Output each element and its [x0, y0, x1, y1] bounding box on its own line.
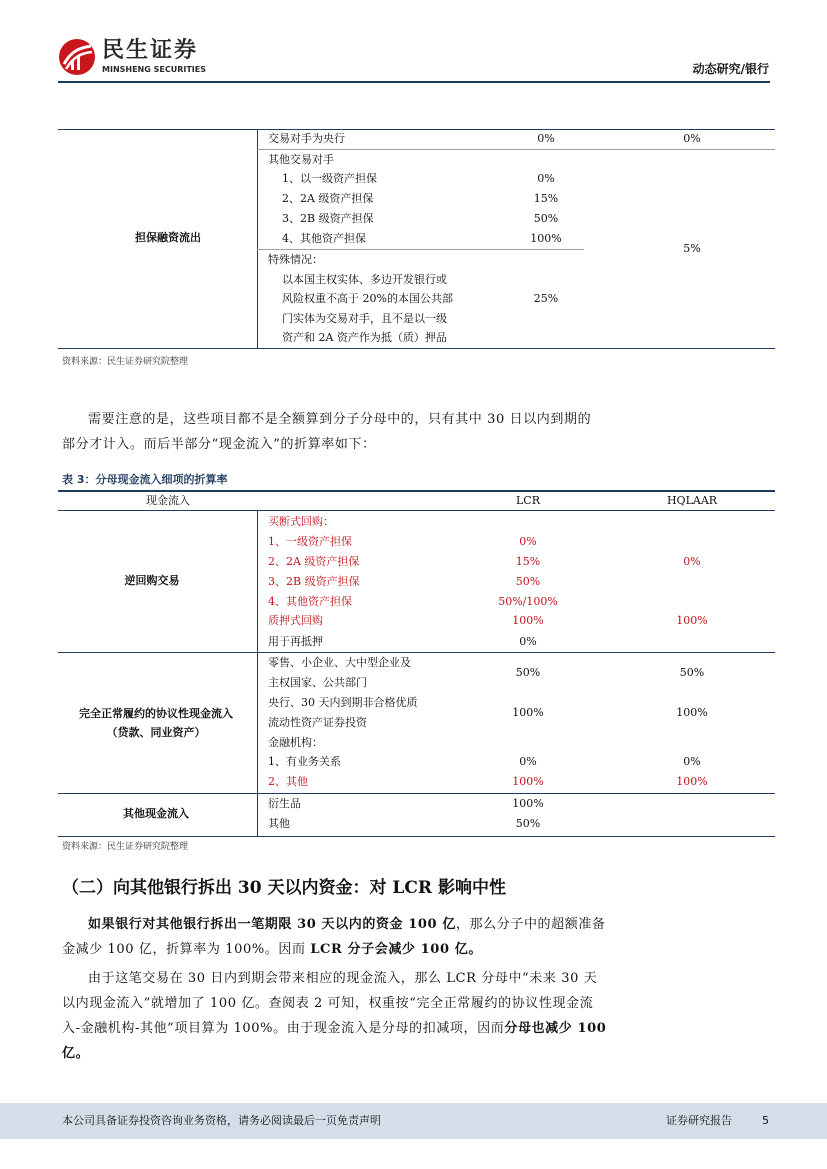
category-label: 担保融资流出 [135, 231, 201, 244]
row-label: 央行、30 天内到期非合格优质 [268, 696, 418, 709]
table-bottom-rule [58, 836, 775, 837]
row-label: 3、2B 级资产担保 [268, 575, 360, 588]
row-label: 4、其他资产担保 [268, 595, 352, 608]
hq-value: 100% [676, 775, 708, 788]
lcr-value: 50% [515, 817, 541, 830]
group-label: （贷款、同业资产） [106, 726, 206, 739]
row-label: 零售、小企业、大中型企业及 [268, 656, 411, 669]
row-label: 风险权重不高于 20%的本国公共部 [282, 292, 453, 305]
para-line [62, 912, 642, 937]
lcr-value: 0% [519, 755, 537, 768]
group-label: 完全正常履约的协议性现金流入 [79, 707, 233, 720]
footer [0, 1103, 827, 1139]
hq-value: 100% [676, 614, 708, 627]
row-label: 门实体为交易对手，且不是以一级 [282, 312, 447, 325]
row-label: 金融机构： [268, 736, 323, 749]
row-label: 衍生品 [268, 797, 301, 810]
table-top-rule [58, 490, 775, 492]
lcr-value: 0% [519, 535, 537, 548]
row-label: 1、以一级资产担保 [282, 172, 377, 185]
row-label: 以本国主权实体、多边开发银行或 [282, 273, 447, 286]
para-line: 由于这笔交易在 30 日内到期会带来相应的现金流入，那么 LCR 分母中“未来 30 天 [88, 971, 598, 986]
paragraph [62, 912, 642, 962]
text: ，那么分子中的超额准备 [455, 917, 606, 932]
row-label: 1、一级资产担保 [268, 535, 352, 548]
para-line [62, 937, 642, 962]
col-divider [257, 510, 258, 836]
lcr-value: 50% [515, 575, 541, 588]
row-label: 买断式回购： [268, 515, 334, 528]
section-heading: （二）向其他银行拆出 30 天以内资金：对 LCR 影响中性 [62, 878, 506, 898]
row-label: 交易对手为央行 [268, 132, 345, 145]
row-label: 2、2A 级资产担保 [268, 555, 360, 568]
lcr-value: 100% [512, 614, 544, 627]
lcr-value: 0% [519, 635, 537, 648]
row-label: 主权国家、公共部门 [268, 676, 367, 689]
row-label: 质押式回购 [268, 614, 323, 627]
hq-value: 0% [683, 755, 701, 768]
bold-text: LCR 分子会减少 100 亿。 [310, 942, 482, 957]
lcr-value: 100% [512, 706, 544, 719]
logo-en: MINSHENG SECURITIES [102, 65, 206, 74]
hq-value: 100% [676, 706, 708, 719]
col-header: 现金流入 [146, 494, 190, 507]
row-label: 特殊情况： [268, 253, 323, 266]
paragraph [62, 966, 642, 1066]
lcr-value: 100% [512, 797, 544, 810]
row-label: 2、2A 级资产担保 [282, 192, 374, 205]
merged-hq-value: 5% [683, 242, 701, 255]
col-header: LCR [515, 494, 541, 507]
row-label: 流动性资产证券投资 [268, 716, 367, 729]
report-category: 动态研究/银行 [692, 62, 769, 76]
bold-text: 如果银行对其他银行拆出一笔期限 30 天以内的资金 100 亿 [88, 917, 456, 932]
para-line: 以内现金流入”就增加了 100 亿。查阅表 2 可知，权重按“完全正常履约的协议性现金流 [62, 996, 594, 1011]
para-line [62, 1016, 642, 1041]
para-line: 亿。 [62, 1046, 90, 1061]
row-label: 其他交易对手 [268, 153, 334, 166]
lcr-value: 0% [537, 172, 555, 185]
lcr-value: 50% [515, 666, 541, 679]
row-label: 用于再抵押 [268, 635, 323, 648]
group-label: 其他现金流入 [123, 807, 189, 820]
lcr-value: 15% [533, 192, 559, 205]
row-label: 1、有业务关系 [268, 755, 341, 768]
header-rule [58, 510, 775, 511]
para-line: 部分才计入。而后半部分“现金流入”的折算率如下： [62, 437, 376, 452]
row-label: 4、其他资产担保 [282, 232, 366, 245]
text: 入-金融机构-其他”项目算为 100%。由于现金流入是分母的扣减项，因而 [62, 1021, 505, 1036]
row-label: 3、2B 级资产担保 [282, 212, 374, 225]
footer-disclaimer: 本公司具备证券投资咨询业务资格，请务必阅读最后一页免责声明 [62, 1114, 381, 1127]
para-line: 需要注意的是，这些项目都不是全额算到分子分母中的，只有其中 30 日以内到期的 [88, 412, 592, 427]
col-header: HQLAAR [666, 494, 718, 507]
group-label: 逆回购交易 [124, 574, 180, 587]
table-title: 表 3：分母现金流入细项的折算率 [62, 473, 228, 486]
group-divider [58, 793, 775, 794]
lcr-value: 50%/100% [498, 595, 558, 608]
special-lcr-value: 25% [533, 292, 559, 305]
lcr-value: 50% [533, 212, 559, 225]
hq-value: 50% [679, 666, 705, 679]
hq-value: 0% [683, 555, 701, 568]
lcr-value: 15% [515, 555, 541, 568]
bold-text: 分母也减少 100 [504, 1021, 607, 1036]
footer-label: 证券研究报告 [666, 1114, 732, 1127]
source-note: 资料来源：民生证券研究院整理 [62, 357, 189, 367]
row-label: 其他 [268, 817, 290, 830]
group-divider [58, 652, 775, 653]
source-note: 资料来源：民生证券研究院整理 [62, 842, 189, 852]
hq-value: 0% [683, 132, 701, 145]
lcr-value: 100% [530, 232, 562, 245]
row-label: 资产和 2A 资产作为抵（质）押品 [282, 331, 447, 344]
page-number: 5 [762, 1114, 769, 1127]
text: 金减少 100 亿，折算率为 100%。因而 [62, 942, 311, 957]
lcr-value: 0% [537, 132, 555, 145]
row-label: 2、其他 [268, 775, 308, 788]
lcr-value: 100% [512, 775, 544, 788]
logo-cn: 民生证券 [102, 38, 199, 63]
